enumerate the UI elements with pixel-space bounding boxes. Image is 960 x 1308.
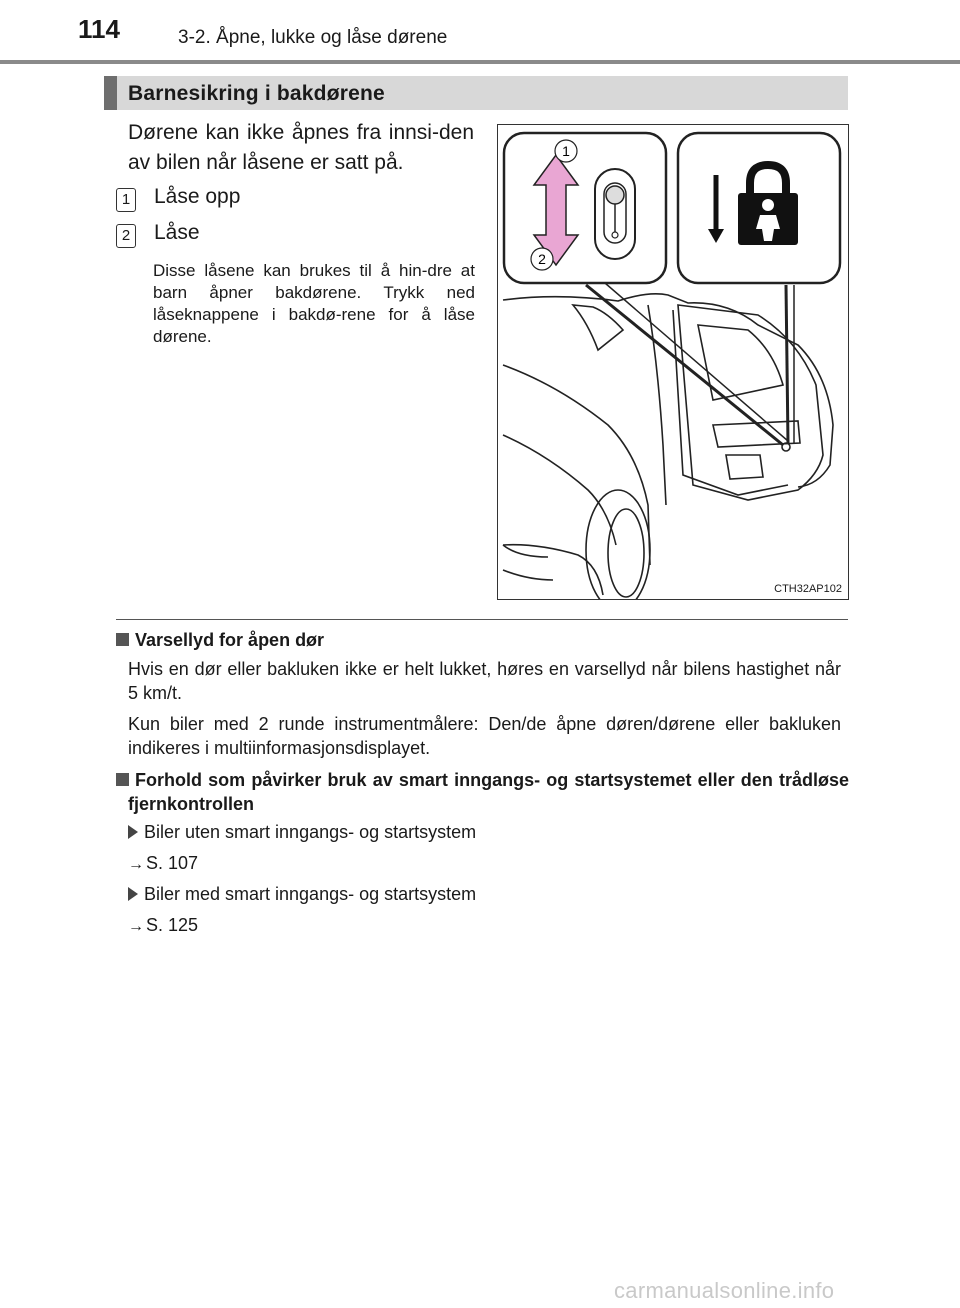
arrow-right-icon: → xyxy=(128,856,144,873)
callout-2: 2 xyxy=(538,251,546,267)
item-label: Låse opp xyxy=(154,185,241,208)
info-heading-smart-entry: Forhold som påvirker bruk av smart inngangs- og startsystemet eller den trådløse fjernkontrollen xyxy=(116,768,849,816)
chapter-title: 3-2. Åpne, lukke og låse dørene xyxy=(178,27,448,48)
banner-accent-bar xyxy=(104,76,117,110)
figure-code: CTH32AP102 xyxy=(774,583,842,595)
section-banner xyxy=(104,76,848,110)
intro-text: Dørene kan ikke åpnes fra innsi-den av bilen når låsene er satt på. xyxy=(128,121,474,174)
list-item: Biler uten smart inngangs- og startsystem xyxy=(128,820,476,844)
number-badge: 1 xyxy=(116,188,136,212)
callout-1: 1 xyxy=(562,143,570,159)
page-reference[interactable]: → S. 125 xyxy=(128,913,198,939)
square-bullet-icon xyxy=(116,633,129,646)
car-door-drawing xyxy=(498,125,848,599)
square-bullet-icon xyxy=(116,773,129,786)
info-paragraph: Hvis en dør eller bakluken ikke er helt lukket, høres en varsellyd når bilens hastighet når 5 km/t. xyxy=(128,659,841,703)
triangle-bullet-icon xyxy=(128,887,138,901)
child-lock-illustration xyxy=(497,124,849,600)
info-heading-door-warning: Varsellyd for åpen dør xyxy=(116,628,849,652)
page-reference[interactable]: → S. 107 xyxy=(128,851,198,877)
header-divider xyxy=(0,60,960,64)
watermark: carmanualsonline.info xyxy=(614,1278,835,1303)
info-paragraph: Kun biler med 2 runde instrumentmålere: Den/de åpne døren/dørene eller bakluken indikeres i multiinformasjonsdisplayet. xyxy=(128,714,841,758)
item-label: Låse xyxy=(154,221,200,244)
note-text: Disse låsene kan brukes til å hin-dre at barn åpner bakdørene. Trykk ned låseknappene i bakdø-rene for å låse dørene. xyxy=(153,261,475,346)
section-divider xyxy=(116,619,848,620)
section-title: Barnesikring i bakdørene xyxy=(128,82,385,105)
arrow-right-icon: → xyxy=(128,918,144,935)
page-number: 114 xyxy=(78,14,120,44)
number-badge: 2 xyxy=(116,224,136,248)
triangle-bullet-icon xyxy=(128,825,138,839)
list-item: Biler med smart inngangs- og startsystem xyxy=(128,882,476,906)
